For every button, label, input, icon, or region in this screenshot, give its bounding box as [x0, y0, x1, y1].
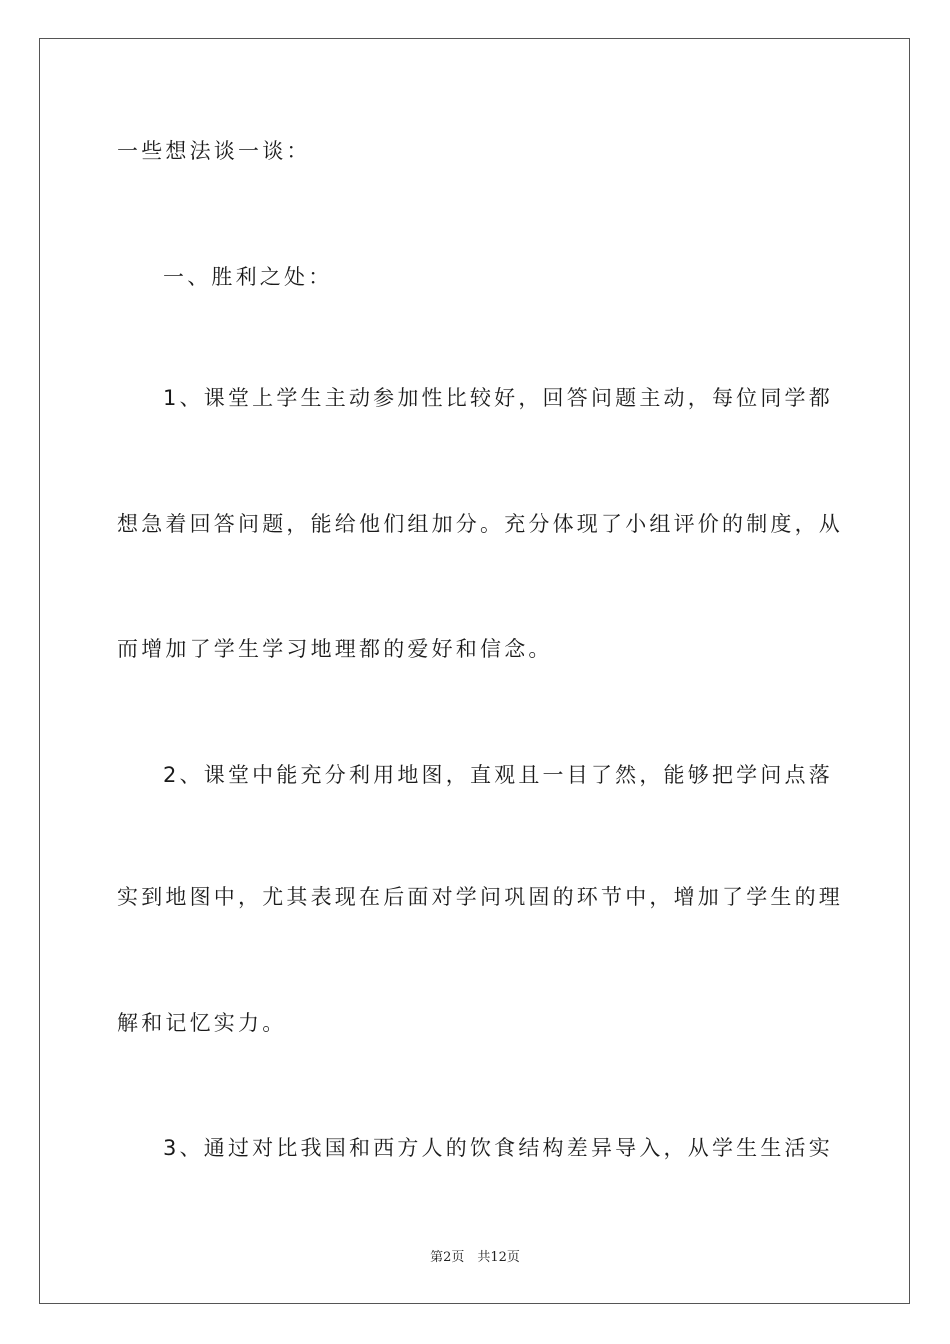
- paragraph-line: 想急着回答问题，能给他们组加分。充分体现了小组评价的制度，从: [117, 512, 843, 536]
- page-border: [39, 38, 910, 1304]
- paragraph-line: 1、课堂上学生主动参加性比较好，回答问题主动，每位同学都: [163, 386, 833, 410]
- page-number: 第2页 共12页: [430, 1250, 520, 1265]
- section-heading: 一、胜利之处：: [163, 265, 333, 289]
- paragraph-line: 而增加了学生学习地理都的爱好和信念。: [117, 637, 553, 661]
- paragraph-line: 2、课堂中能充分利用地图，直观且一目了然，能够把学问点落: [163, 763, 833, 787]
- text-line: 一些想法谈一谈：: [117, 139, 311, 163]
- paragraph-line: 解和记忆实力。: [117, 1011, 287, 1035]
- paragraph-line: 实到地图中，尤其表现在后面对学问巩固的环节中，增加了学生的理: [117, 885, 843, 909]
- paragraph-line: 3、通过对比我国和西方人的饮食结构差异导入，从学生生活实: [163, 1136, 833, 1160]
